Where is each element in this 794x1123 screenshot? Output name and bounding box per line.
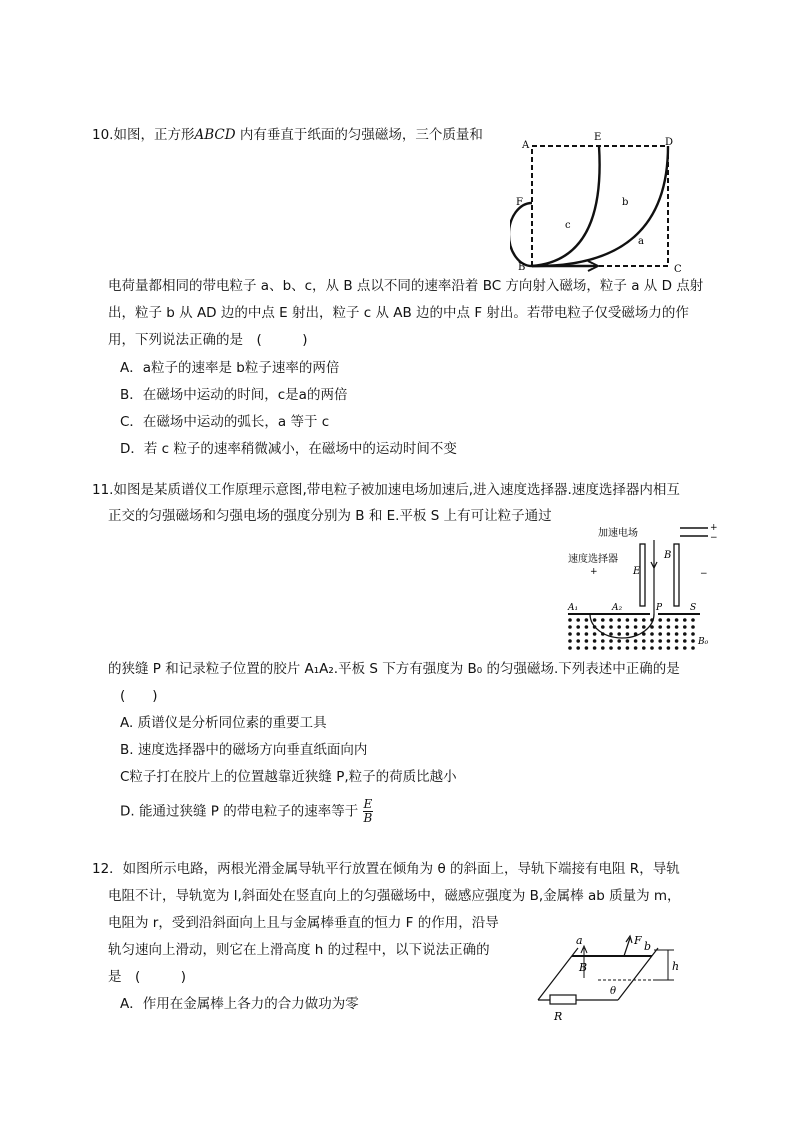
q10-path-c	[510, 203, 532, 266]
q11-field-dot	[667, 618, 671, 622]
q11-field-dot	[609, 625, 613, 629]
q11-field-dot	[601, 625, 605, 629]
q11-label-B0: B₀	[698, 637, 709, 647]
q11-field-dot	[683, 632, 687, 636]
q10-option-a: A．a粒子的速率是 b粒子速率的两倍	[120, 360, 340, 376]
q12-label-R: R	[554, 1010, 563, 1023]
q11-field-dot	[634, 632, 638, 636]
q11-option-a: A. 质谱仪是分析同位素的重要工具	[120, 715, 327, 731]
q11-field-dot	[568, 625, 572, 629]
q10-line-2: 电荷量都相同的带电粒子 a、b、c，从 B 点以不同的速率沿着 BC 方向射入磁场，粒子 a 从 D 点射	[108, 278, 704, 294]
q11-field-dot	[576, 646, 580, 650]
q11-field-dot	[642, 625, 646, 629]
q11-field-dot	[658, 646, 662, 650]
q11-field-dot	[658, 632, 662, 636]
q11-line-3: 的狭缝 P 和记录粒子位置的胶片 A₁A₂.平板 S 下方有强度为 B₀ 的匀强磁场.下列表述中正确的是	[108, 661, 680, 677]
q11-field-dot	[642, 639, 646, 643]
q11-field-dot	[617, 632, 621, 636]
q11-field-dot	[642, 646, 646, 650]
q11-field-dot	[609, 639, 613, 643]
q11-field-dot	[675, 632, 679, 636]
q11-field-dot	[675, 618, 679, 622]
q11-label-P: P	[656, 603, 663, 613]
q11-label-accel: 加速电场	[598, 528, 638, 539]
q11-field-dot	[593, 632, 597, 636]
q11-field-dot	[593, 618, 597, 622]
q11-field-dot	[683, 625, 687, 629]
q11-dot-field	[568, 618, 695, 650]
q11-field-dot	[585, 632, 589, 636]
q10-option-b: B．在磁场中运动的时间，c是a的两倍	[120, 387, 348, 403]
q11-field-dot	[650, 639, 654, 643]
q11-field-dot	[585, 625, 589, 629]
q11-label-S: S	[690, 603, 697, 613]
q11-field-dot	[683, 618, 687, 622]
q10-figure	[510, 128, 690, 273]
q11-label-A1: A₁	[568, 603, 579, 613]
q12-label-h: h	[672, 960, 680, 973]
q11-field-dot	[601, 618, 605, 622]
q10-square-name: ABCD	[194, 127, 236, 143]
q11-field-dot	[576, 625, 580, 629]
q11-field-dot	[576, 639, 580, 643]
q11-field-dot	[650, 646, 654, 650]
q11-field-dot	[634, 639, 638, 643]
q12-option-a: A．作用在金属棒上各力的合力做功为零	[120, 996, 359, 1012]
q11-field-dot	[683, 639, 687, 643]
q11-field-dot	[650, 618, 654, 622]
q11-option-c: C粒子打在胶片上的位置越靠近狭缝 P,粒子的荷质比越小	[120, 769, 457, 785]
q10-line-4: 用，下列说法正确的是 ( )	[108, 332, 308, 348]
q12-line-2: 电阻不计，导轨宽为 l,斜面处在竖直向上的匀强磁场中，磁感应强度为 B,金属棒 ab 质量为 m，	[108, 888, 681, 904]
q10-option-c: C．在磁场中运动的弧长，a 等于 c	[120, 414, 330, 430]
q11-label-A2: A₂	[612, 603, 623, 613]
q12-line-1: 12．如图所示电路，两根光滑金属导轨平行放置在倾角为 θ 的斜面上，导轨下端接有电阻 R，导轨	[92, 861, 680, 877]
q11-field-dot	[691, 625, 695, 629]
q11-field-dot	[658, 625, 662, 629]
q10-label-F: F	[516, 197, 523, 208]
q11-field-dot	[691, 646, 695, 650]
q11-field-dot	[626, 639, 630, 643]
q11-field-dot	[626, 632, 630, 636]
q12-label-a: a	[576, 934, 583, 947]
q11-field-dot	[658, 639, 662, 643]
q11-field-dot	[650, 625, 654, 629]
q11-field-dot	[675, 639, 679, 643]
q12-line-3: 电阻为 r，受到沿斜面向上且与金属棒垂直的恒力 F 的作用，沿导	[108, 915, 499, 931]
q10-path-b	[532, 146, 600, 266]
q11-field-dot	[585, 618, 589, 622]
q11-field-dot	[617, 625, 621, 629]
q11-field-dot	[568, 646, 572, 650]
q10-label-b: b	[622, 197, 629, 208]
q11-option-b: B. 速度选择器中的磁场方向垂直纸面向内	[120, 742, 368, 758]
q11-field-dot	[593, 639, 597, 643]
q11-line-1: 11.如图是某质谱仪工作原理示意图,带电粒子被加速电场加速后,进入速度选择器.速度选择器内相互	[92, 482, 680, 498]
q11-field-dot	[585, 646, 589, 650]
q12-label-theta: θ	[610, 986, 617, 997]
q10-label-c: c	[565, 220, 571, 231]
q11-field-dot	[675, 625, 679, 629]
q11-field-dot	[576, 618, 580, 622]
q11-label-minus1: −	[710, 533, 718, 543]
q11-field-dot	[691, 618, 695, 622]
q11-selector-plate-left	[640, 544, 645, 606]
q10-label-A: A	[522, 140, 530, 151]
q11-field-dot	[675, 646, 679, 650]
q12-label-b: b	[644, 940, 652, 953]
q11-field-dot	[617, 618, 621, 622]
q11-field-dot	[585, 639, 589, 643]
q12-figure	[528, 928, 698, 1028]
q10-label-B: B	[518, 262, 526, 273]
q11-field-dot	[691, 632, 695, 636]
q11-field-dot	[626, 618, 630, 622]
q11-field-dot	[634, 618, 638, 622]
q11-label-B: B	[664, 550, 672, 561]
q11-field-dot	[667, 639, 671, 643]
q11-field-dot	[634, 625, 638, 629]
q11-field-dot	[568, 639, 572, 643]
q11-field-dot	[658, 618, 662, 622]
q10-option-d: D．若 c 粒子的速率稍微减小，在磁场中的运动时间不变	[120, 441, 457, 457]
q11-selector-plate-right	[674, 544, 679, 606]
q10-label-E: E	[594, 132, 602, 143]
q11-label-selector: 速度选择器	[568, 554, 618, 565]
q11-field-dot	[626, 646, 630, 650]
q11-field-dot	[576, 632, 580, 636]
q11-field-dot	[609, 632, 613, 636]
q11-field-dot	[667, 646, 671, 650]
q11-field-dot	[601, 646, 605, 650]
q11-field-dot	[642, 618, 646, 622]
q10-label-C: C	[674, 264, 682, 273]
q12-line-5: 是 ( )	[108, 969, 187, 985]
q11-label-plus2: +	[590, 567, 598, 577]
q11-field-dot	[634, 646, 638, 650]
q10-line-1: 10.如图，正方形ABCD 内有垂直于纸面的匀强磁场，三个质量和	[92, 127, 483, 143]
q11-field-dot	[593, 646, 597, 650]
q11-label-plus1: +	[710, 523, 718, 533]
q11-field-dot	[568, 632, 572, 636]
q11-field-dot	[691, 639, 695, 643]
q12-label-B: B	[579, 961, 588, 974]
q11-field-dot	[609, 646, 613, 650]
q10-label-a: a	[638, 236, 644, 247]
q11-field-dot	[667, 625, 671, 629]
q11-field-dot	[642, 632, 646, 636]
q11-fraction-e-over-b: $\frac{E}{B}$	[363, 797, 373, 825]
q11-field-dot	[626, 625, 630, 629]
q10-line-3: 出，粒子 b 从 AD 边的中点 E 射出，粒子 c 从 AB 边的中点 F 射出。若带电粒子仅受磁场力的作	[108, 305, 689, 321]
q11-label-minus2: −	[700, 569, 708, 579]
q11-figure	[560, 522, 720, 652]
q12-label-F: F	[634, 934, 642, 947]
q11-field-dot	[617, 639, 621, 643]
q11-field-dot	[650, 632, 654, 636]
q11-field-dot	[683, 646, 687, 650]
q11-field-dot	[593, 625, 597, 629]
q12-line-4: 轨匀速向上滑动，则它在上滑高度 h 的过程中，以下说法正确的	[108, 942, 490, 958]
q12-resistor	[550, 995, 576, 1004]
q11-line-4: ( )	[120, 688, 158, 704]
q11-label-E: E	[633, 566, 641, 577]
q11-field-dot	[568, 618, 572, 622]
q11-field-dot	[609, 618, 613, 622]
q11-field-dot	[601, 632, 605, 636]
q11-line-2: 正交的匀强磁场和匀强电场的强度分别为 B 和 E.平板 S 上有可让粒子通过	[108, 508, 552, 524]
q11-option-d: D. 能通过狭缝 P 的带电粒子的速率等于 $\frac{E}{B}$	[120, 797, 373, 825]
q10-label-D: D	[665, 137, 674, 148]
q11-field-dot	[667, 632, 671, 636]
q11-field-dot	[617, 646, 621, 650]
q11-field-dot	[601, 639, 605, 643]
